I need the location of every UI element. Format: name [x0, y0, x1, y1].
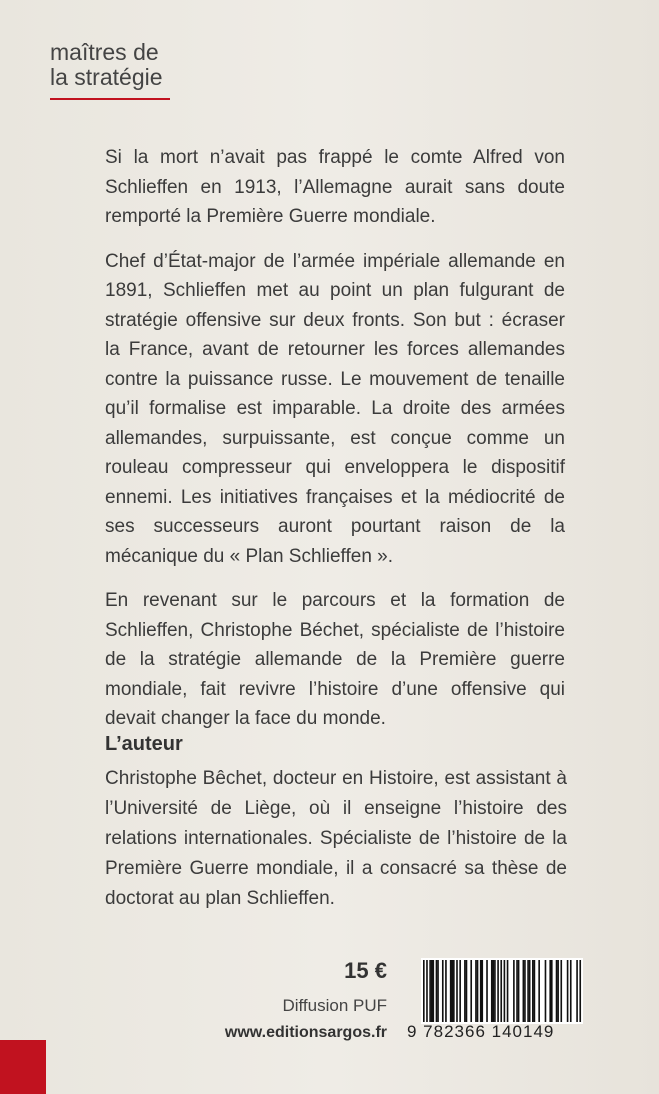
barcode-bar: [545, 960, 547, 1022]
summary-paragraph-1: Si la mort n’avait pas frappé le comte Alfred von Schlieffen en 1913, l’Allemagne aurait sans doute remporté la Première Guerre mondiale.: [105, 147, 565, 227]
barcode-bar: [480, 960, 482, 1022]
barcode-bar: [560, 960, 562, 1022]
barcode-bar: [516, 960, 518, 1022]
barcode-bar: [504, 960, 506, 1022]
barcode-bar: [567, 960, 569, 1022]
barcode-bar: [470, 960, 472, 1022]
barcode-bar: [557, 960, 559, 1022]
barcode-bar: [500, 960, 502, 1022]
barcode-bar: [529, 960, 531, 1022]
barcode-bar: [451, 960, 453, 1022]
barcode-bar: [513, 960, 515, 1022]
series-title: [50, 40, 163, 90]
barcode-bar: [445, 960, 447, 1022]
red-corner-block: [0, 1040, 46, 1094]
barcode-bar: [426, 960, 428, 1022]
barcode-bar: [497, 960, 499, 1022]
barcode-bar: [579, 960, 581, 1022]
barcode-bar: [464, 960, 466, 1022]
barcode-bar: [527, 960, 529, 1022]
barcode: [407, 958, 587, 1048]
barcode-bar: [538, 960, 540, 1022]
barcode-number: 9 782366 140149: [407, 1022, 555, 1041]
barcode-bar: [429, 960, 431, 1022]
barcode-bar: [532, 960, 534, 1022]
barcode-bar: [493, 960, 495, 1022]
barcode-bar: [442, 960, 444, 1022]
barcode-bars: [421, 958, 583, 1024]
series-title-line-1: maîtres de: [50, 39, 159, 65]
barcode-bar: [549, 960, 551, 1022]
series-underline: [50, 98, 170, 100]
barcode-bar: [459, 960, 461, 1022]
barcode-bar: [491, 960, 493, 1022]
barcode-bar: [475, 960, 477, 1022]
barcode-bar: [477, 960, 479, 1022]
barcode-bar: [423, 960, 425, 1022]
barcode-bar: [481, 960, 483, 1022]
author-bio: Christophe Bêchet, docteur en Histoire, est assistant à l’Université de Liège, où il enseigne l’histoire des relations internationales. Spécialiste de l’histoire de la Première Guerre mondiale, il a consacré sa thèse de doctorat au plan Schlieffen.: [105, 768, 567, 909]
barcode-bar: [534, 960, 536, 1022]
barcode-bar: [436, 960, 438, 1022]
barcode-bar: [450, 960, 452, 1022]
barcode-bar: [494, 960, 496, 1022]
barcode-bar: [456, 960, 458, 1022]
series-title-line-2: la stratégie: [50, 64, 163, 90]
barcode-bar: [431, 960, 433, 1022]
barcode-bar: [551, 960, 553, 1022]
distribution-label: Diffusion PUF: [282, 996, 387, 1015]
barcode-bar: [453, 960, 455, 1022]
summary: [105, 143, 565, 749]
barcode-bar: [570, 960, 572, 1022]
summary-paragraph-3: En revenant sur le parcours et la formation de Schlieffen, Christophe Béchet, spécialiste de l’histoire de la stratégie allemande de la Première guerre mondiale, fait revivre l’histoire d’une offensive qui devait changer la face du monde.: [105, 590, 565, 729]
barcode-bar: [523, 960, 525, 1022]
author-heading: L’auteur: [105, 733, 183, 755]
barcode-bar: [524, 960, 526, 1022]
price: 15 €: [344, 958, 387, 983]
summary-paragraph-2: Chef d’État-major de l’armée impériale allemande en 1891, Schlieffen met au point un plan fulgurant de stratégie offensive sur deux fronts. Son but : écraser la France, avant de retourner les forces allemandes contre la puissance russe. Le mouvement de tenaille qu’il formalise est imparable. La droite des armées allemandes, surpuissante, est conçue comme un rouleau compresseur qui enveloppera le dispositif ennemi. Les initiatives françaises et la médiocrité de ses successeurs auront pourtant raison de la mécanique du « Plan Schlieffen ».: [105, 250, 565, 567]
barcode-bar: [437, 960, 439, 1022]
barcode-bar: [518, 960, 520, 1022]
barcode-bar: [507, 960, 509, 1022]
barcode-bar: [556, 960, 558, 1022]
publisher-website: www.editionsargos.fr: [224, 1024, 387, 1041]
barcode-bar: [576, 960, 578, 1022]
barcode-bar: [432, 960, 434, 1022]
barcode-bar: [486, 960, 488, 1022]
barcode-bar: [466, 960, 468, 1022]
